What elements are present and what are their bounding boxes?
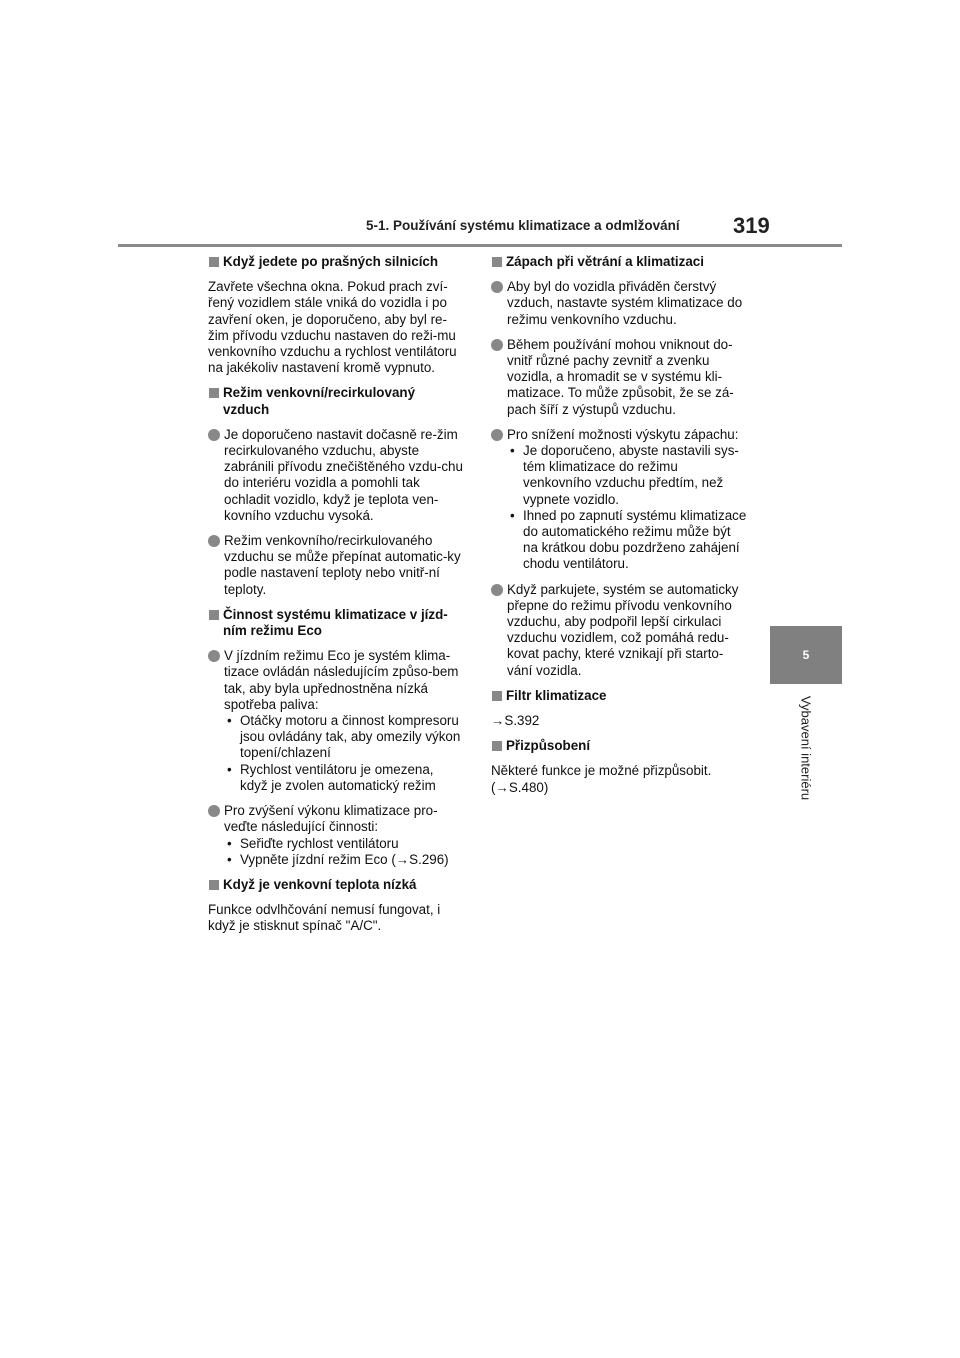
section-title: 5-1. Používání systému klimatizace a odmlžování bbox=[366, 218, 680, 233]
sub-list bbox=[224, 836, 464, 868]
paragraph: Zavřete všechna okna. Pokud prach zví-řený vozidlem stále vniká do vozidla i po zavření oken, je doporučeno, aby byl re-žim přívodu vzduchu nastaven do reži-mu venkovního vzduchu a rychlost ventilátoru na jakékoliv nastavení kromě vypnuto. bbox=[208, 279, 457, 376]
section-heading bbox=[491, 738, 747, 754]
paragraph: Některé funkce je možné přizpůsobit. (→S.480) bbox=[491, 763, 712, 795]
heading-text: Přizpůsobení bbox=[506, 738, 591, 754]
square-bullet-icon bbox=[209, 388, 219, 398]
sub-item-text: Ihned po zapnutí systému klimatizace do automatického režimu může být na krátkou dobu pozdrženo zahájení chodu ventilátoru. bbox=[523, 507, 747, 572]
heading-text: Když jedete po prašných silnicích bbox=[223, 254, 439, 269]
page-number: 319 bbox=[733, 213, 770, 238]
dot-bullet-icon: • bbox=[227, 835, 232, 851]
bullet-text: V jízdním režimu Eco je systém klima-tizace ovládán následujícím způso-bem tak, aby byla upřednostněna nízká spotřeba paliva: bbox=[224, 648, 459, 712]
sub-item-text: Je doporučeno, abyste nastavili sys-tém klimatizace do režimu venkovního vzduchu předtím, než vypnete vozidlo. bbox=[523, 443, 739, 507]
page-reference-link[interactable]: Vypněte jízdní režim Eco (→S.296) bbox=[240, 851, 449, 867]
bullet-item bbox=[208, 803, 464, 868]
sub-item-text: Rychlost ventilátoru je omezena, když je zvolen automatický režim bbox=[240, 761, 436, 793]
square-bullet-icon bbox=[209, 610, 219, 620]
header-divider bbox=[118, 244, 842, 247]
bullet-text: Když parkujete, systém se automaticky přepne do režimu přívodu venkovního vzduchu, aby podpořil lepší cirkulaci vzduchu vozidlem, což pomáhá redu-kovat pachy, které vznikají při starto-vání vozidla. bbox=[507, 581, 739, 678]
dot-bullet-icon: • bbox=[227, 713, 232, 729]
bullet-text: Během používání mohou vniknout do-vnitř různé pachy zevnitř a zvenku vozidla, a hromadit se v systému kli-matizace. To může způsobit, že se zá-pach šíří z výstupů vzduchu. bbox=[507, 336, 734, 417]
sub-item bbox=[224, 713, 464, 762]
bullet-item bbox=[491, 582, 747, 679]
square-bullet-icon bbox=[209, 880, 219, 890]
circle-bullet-icon bbox=[491, 339, 503, 351]
section-heading bbox=[208, 607, 464, 639]
dot-bullet-icon: • bbox=[227, 851, 232, 867]
circle-bullet-icon bbox=[491, 584, 503, 596]
left-column bbox=[208, 254, 464, 944]
sub-item-text: Otáčky motoru a činnost kompresoru jsou ovládány tak, aby omezily výkon topení/chlazení bbox=[240, 713, 461, 761]
paragraph: Funkce odvlhčování nemusí fungovat, i když je stisknut spínač "A/C". bbox=[208, 902, 441, 934]
bullet-text: Pro snížení možnosti výskytu zápachu: bbox=[507, 426, 739, 442]
chapter-label: Vybavení interiéru bbox=[798, 695, 814, 801]
bullet-item bbox=[491, 427, 747, 573]
heading-text: Filtr klimatizace bbox=[506, 687, 607, 703]
sub-item bbox=[224, 852, 464, 868]
circle-bullet-icon bbox=[491, 281, 503, 293]
square-bullet-icon bbox=[492, 257, 502, 267]
dot-bullet-icon: • bbox=[510, 443, 515, 459]
section-heading bbox=[208, 254, 464, 270]
bullet-item bbox=[208, 648, 464, 794]
square-bullet-icon bbox=[492, 741, 502, 751]
chapter-tab bbox=[770, 626, 842, 684]
circle-bullet-icon bbox=[208, 429, 220, 441]
page-reference-link[interactable]: →S.392 bbox=[491, 713, 540, 729]
section-heading bbox=[491, 254, 747, 270]
bullet-text: Aby byl do vozidla přiváděn čerstvý vzduch, nastavte systém klimatizace do režimu venkovního vzduchu. bbox=[507, 279, 743, 327]
chapter-number: 5 bbox=[802, 648, 810, 662]
sub-item bbox=[224, 762, 464, 794]
sub-item bbox=[507, 508, 747, 573]
dot-bullet-icon: • bbox=[227, 761, 232, 777]
sub-item-text: Seřiďte rychlost ventilátoru bbox=[240, 835, 399, 851]
bullet-item bbox=[208, 427, 464, 524]
circle-bullet-icon bbox=[208, 650, 220, 662]
bullet-item bbox=[491, 337, 747, 418]
bullet-item bbox=[208, 533, 464, 598]
square-bullet-icon bbox=[209, 257, 219, 267]
section-heading bbox=[208, 877, 464, 893]
sub-list bbox=[507, 443, 747, 573]
sub-list bbox=[224, 713, 464, 794]
circle-bullet-icon bbox=[208, 535, 220, 547]
heading-text: Zápach při větrání a klimatizaci bbox=[506, 254, 704, 269]
section-heading bbox=[208, 385, 464, 417]
bullet-text: Režim venkovního/recirkulovaného vzduchu se může přepínat automatic-ky podle nastavení teploty nebo vnitř-ní teploty. bbox=[224, 533, 461, 597]
sub-item bbox=[224, 836, 464, 852]
heading-text: Činnost systému klimatizace v jízd-ním režimu Eco bbox=[223, 606, 448, 639]
heading-text: Režim venkovní/recirkulovaný vzduch bbox=[223, 385, 416, 417]
dot-bullet-icon: • bbox=[510, 507, 515, 523]
bullet-text: Pro zvýšení výkonu klimatizace pro-veďte následující činnosti: bbox=[224, 803, 438, 835]
heading-text: Když je venkovní teplota nízká bbox=[223, 876, 417, 892]
right-column bbox=[491, 254, 747, 805]
bullet-item bbox=[491, 279, 747, 328]
square-bullet-icon bbox=[492, 691, 502, 701]
bullet-text: Je doporučeno nastavit dočasně re-žim recirkulovaného vzduchu, abyste zabránili přívodu znečištěného vzdu-chu do interiéru vozidla a pomohli tak ochladit vozidlo, když je teplota ven-kovního vzduchu vysoká. bbox=[224, 426, 463, 523]
sub-item bbox=[507, 443, 747, 508]
section-heading bbox=[491, 688, 747, 704]
circle-bullet-icon bbox=[208, 805, 220, 817]
circle-bullet-icon bbox=[491, 429, 503, 441]
